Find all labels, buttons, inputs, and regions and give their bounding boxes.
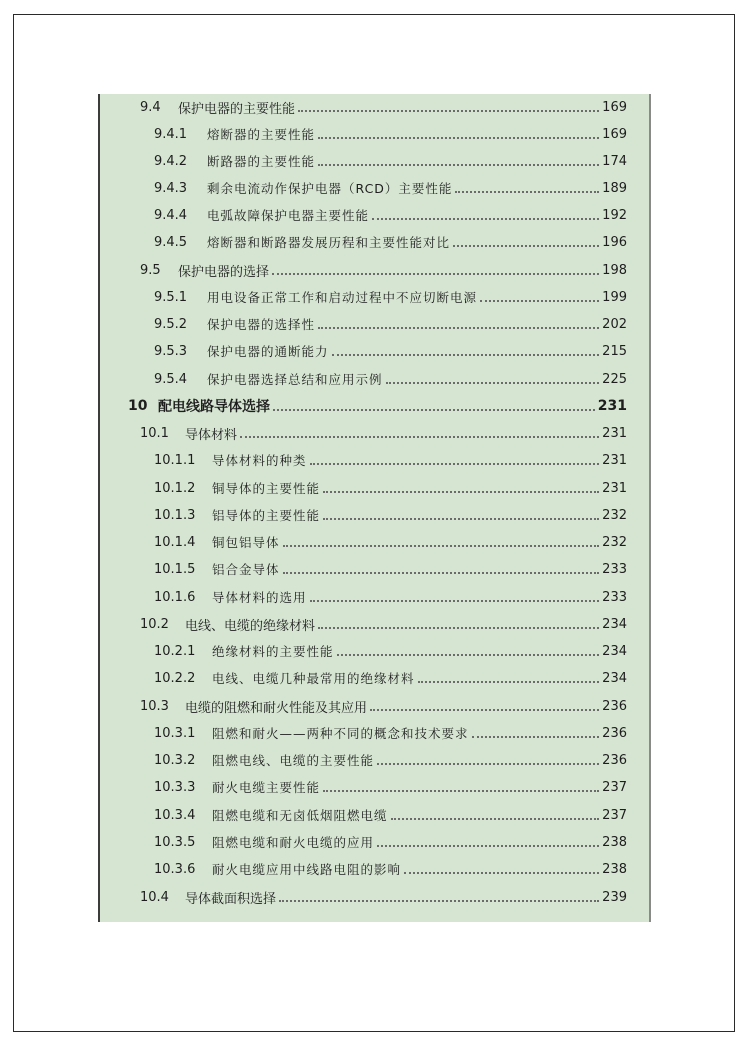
- toc-entry-10-1-3[interactable]: [154, 502, 627, 528]
- dot-leader: [310, 462, 600, 465]
- dot-leader: [298, 109, 599, 112]
- toc-entry-number: 10.2.1: [154, 643, 196, 659]
- dot-leader: [323, 490, 599, 493]
- toc-entry-page: 234: [602, 616, 627, 632]
- dot-leader: [272, 272, 599, 275]
- toc-entry-page: 198: [602, 262, 627, 278]
- dot-leader: [386, 381, 600, 384]
- toc-entry-number: 10.3.3: [154, 779, 196, 795]
- dot-leader: [318, 326, 599, 329]
- toc-entry-9-5[interactable]: [140, 257, 627, 283]
- toc-entry-title: 断路器的主要性能: [207, 154, 316, 169]
- toc-entry-10-3-1[interactable]: [154, 720, 627, 746]
- toc-entry-title: 耐火电缆应用中线路电阻的影响: [212, 862, 402, 877]
- toc-entry-number: 10.3: [140, 698, 169, 714]
- dot-leader: [323, 789, 599, 792]
- toc-entry-number: 10.3.1: [154, 725, 196, 741]
- toc-entry-number: 9.4: [140, 99, 161, 115]
- toc-entry-page: 231: [602, 480, 627, 496]
- toc-entry-page: 236: [602, 752, 627, 768]
- toc-entry-number: 10.2: [140, 616, 169, 632]
- dot-leader: [404, 871, 599, 874]
- toc-entry-title: 导体材料: [185, 427, 238, 443]
- toc-entry-10-3[interactable]: [140, 693, 627, 719]
- toc-entry-page: 231: [602, 452, 627, 468]
- toc-entry-9-4-3[interactable]: [154, 175, 627, 201]
- dot-leader: [372, 217, 599, 220]
- toc-entry-page: 231: [602, 425, 627, 441]
- toc-entry-10-1-6[interactable]: [154, 584, 627, 610]
- dot-leader: [310, 599, 600, 602]
- toc-chapter-10[interactable]: [128, 393, 627, 419]
- toc-entry-page: 233: [602, 589, 627, 605]
- toc-entry-page: 237: [602, 807, 627, 823]
- toc-entry-title: 配电线路导体选择: [158, 399, 270, 415]
- toc-entry-page: 202: [602, 316, 627, 332]
- toc-entry-page: 233: [602, 561, 627, 577]
- toc-entry-title: 铝导体的主要性能: [212, 508, 321, 523]
- toc-entry-title: 阻燃电缆和耐火电缆的应用: [212, 835, 375, 850]
- toc-entry-10-1-5[interactable]: [154, 556, 627, 582]
- toc-entry-title: 电线、电缆的绝缘材料: [185, 618, 316, 634]
- toc-entry-page: 169: [602, 126, 627, 142]
- toc-entry-title: 阻燃和耐火——两种不同的概念和技术要求: [212, 726, 469, 741]
- toc-entry-title: 铝合金导体: [212, 562, 280, 577]
- toc-entry-title: 用电设备正常工作和启动过程中不应切断电源: [207, 290, 478, 305]
- dot-leader: [323, 517, 599, 520]
- toc-entry-number: 10.1.6: [154, 589, 196, 605]
- dot-leader: [283, 571, 600, 574]
- dot-leader: [318, 136, 599, 139]
- toc-entry-number: 10.3.6: [154, 861, 196, 877]
- toc-entry-number: 9.5.1: [154, 289, 188, 305]
- toc-panel: [98, 94, 651, 922]
- toc-entry-10-3-5[interactable]: [154, 829, 627, 855]
- toc-entry-10-4[interactable]: [140, 884, 627, 910]
- toc-entry-title: 电缆的阻燃和耐火性能及其应用: [185, 700, 368, 716]
- dot-leader: [377, 762, 599, 765]
- toc-entry-title: 电弧故障保护电器主要性能: [207, 208, 370, 223]
- toc-entry-number: 10.1: [140, 425, 169, 441]
- toc-entry-page: 225: [602, 371, 627, 387]
- toc-entry-page: 174: [602, 153, 627, 169]
- dot-leader: [480, 299, 599, 302]
- toc-entry-9-4-4[interactable]: [154, 202, 627, 228]
- toc-entry-page: 189: [602, 180, 627, 196]
- dot-leader: [337, 653, 600, 656]
- toc-entry-title: 熔断器和断路器发展历程和主要性能对比: [207, 235, 451, 250]
- toc-entry-page: 199: [602, 289, 627, 305]
- toc-entry-title: 熔断器的主要性能: [207, 127, 316, 142]
- dot-leader: [418, 680, 600, 683]
- toc-entry-title: 耐火电缆主要性能: [212, 780, 321, 795]
- toc-entry-number: 10.3.2: [154, 752, 196, 768]
- dot-leader: [391, 817, 600, 820]
- toc-entry-page: 231: [597, 398, 627, 414]
- toc-entry-number: 9.4.4: [154, 207, 188, 223]
- toc-entry-page: 238: [602, 861, 627, 877]
- toc-entry-number: 10.4: [140, 889, 169, 905]
- toc-entry-title: 导体截面积选择: [185, 891, 277, 907]
- toc-entry-number: 9.5.4: [154, 371, 188, 387]
- dot-leader: [318, 163, 599, 166]
- toc-entry-page: 239: [602, 889, 627, 905]
- toc-entry-10-3-6[interactable]: [154, 856, 627, 882]
- toc-entry-number: 9.4.5: [154, 234, 188, 250]
- dot-leader: [318, 626, 599, 629]
- dot-leader: [370, 708, 599, 711]
- toc-entry-10-3-4[interactable]: [154, 802, 627, 828]
- toc-entry-number: 10: [128, 398, 148, 414]
- toc-entry-number: 10.3.5: [154, 834, 196, 850]
- toc-entry-title: 保护电器的主要性能: [178, 101, 296, 117]
- toc-entry-9-5-4[interactable]: [154, 366, 627, 392]
- toc-entry-number: 9.4.1: [154, 126, 188, 142]
- dot-leader: [332, 353, 600, 356]
- toc-entry-number: 10.3.4: [154, 807, 196, 823]
- toc-entry-10-1-2[interactable]: [154, 475, 627, 501]
- toc-entry-10-1[interactable]: [140, 420, 627, 446]
- toc-entry-title: 保护电器选择总结和应用示例: [207, 372, 383, 387]
- toc-entry-page: 234: [602, 670, 627, 686]
- toc-entry-title: 铜包铝导体: [212, 535, 280, 550]
- dot-leader: [279, 899, 599, 902]
- toc-entry-9-5-3[interactable]: [154, 338, 627, 364]
- dot-leader: [472, 735, 600, 738]
- toc-entry-title: 阻燃电缆和无卤低烟阻燃电缆: [212, 808, 388, 823]
- toc-entry-page: 192: [602, 207, 627, 223]
- toc-entry-title: 保护电器的选择性: [207, 317, 316, 332]
- toc-entry-title: 保护电器的选择: [178, 264, 270, 280]
- dot-leader: [273, 408, 595, 411]
- toc-entry-title: 阻燃电线、电缆的主要性能: [212, 753, 375, 768]
- toc-entry-10-2-1[interactable]: [154, 638, 627, 664]
- toc-entry-number: 10.2.2: [154, 670, 196, 686]
- toc-entry-page: 232: [602, 507, 627, 523]
- toc-entry-number: 10.1.4: [154, 534, 196, 550]
- toc-entry-page: 196: [602, 234, 627, 250]
- dot-leader: [283, 544, 600, 547]
- toc-entry-page: 169: [602, 99, 627, 115]
- toc-entry-number: 9.5.2: [154, 316, 188, 332]
- dot-leader: [240, 435, 599, 438]
- toc-entry-title: 绝缘材料的主要性能: [212, 644, 334, 659]
- toc-entry-page: 232: [602, 534, 627, 550]
- toc-entry-page: 215: [602, 343, 627, 359]
- toc-entry-9-4-1[interactable]: [154, 121, 627, 147]
- toc-entry-number: 9.4.3: [154, 180, 188, 196]
- toc-entry-10-2-2[interactable]: [154, 665, 627, 691]
- toc-entry-page: 236: [602, 725, 627, 741]
- toc-entry-number: 9.4.2: [154, 153, 188, 169]
- toc-entry-10-2[interactable]: [140, 611, 627, 637]
- toc-entry-number: 9.5: [140, 262, 161, 278]
- toc-entry-9-4-2[interactable]: [154, 148, 627, 174]
- dot-leader: [377, 844, 599, 847]
- toc-entry-title: 电线、电缆几种最常用的绝缘材料: [212, 671, 415, 686]
- toc-entry-page: 236: [602, 698, 627, 714]
- toc-entry-9-5-2[interactable]: [154, 311, 627, 337]
- toc-entry-title: 导体材料的种类: [212, 453, 307, 468]
- toc-entry-10-1-4[interactable]: [154, 529, 627, 555]
- dot-leader: [453, 244, 599, 247]
- toc-entry-number: 10.1.5: [154, 561, 196, 577]
- toc-entry-page: 237: [602, 779, 627, 795]
- toc-entry-page: 238: [602, 834, 627, 850]
- toc-entry-title: 导体材料的选用: [212, 590, 307, 605]
- toc-entry-title: 剩余电流动作保护电器（RCD）主要性能: [207, 181, 453, 196]
- toc-entry-number: 9.5.3: [154, 343, 188, 359]
- toc-entry-number: 10.1.3: [154, 507, 196, 523]
- toc-entry-9-4[interactable]: [140, 94, 627, 120]
- toc-entry-9-4-5[interactable]: [154, 229, 627, 255]
- dot-leader: [455, 190, 599, 193]
- toc-entry-number: 10.1.1: [154, 452, 196, 468]
- toc-entry-title: 保护电器的通断能力: [207, 344, 329, 359]
- toc-entry-9-5-1[interactable]: [154, 284, 627, 310]
- toc-entry-title: 铜导体的主要性能: [212, 481, 321, 496]
- toc-entry-page: 234: [602, 643, 627, 659]
- toc-entry-10-3-2[interactable]: [154, 747, 627, 773]
- toc-entry-10-3-3[interactable]: [154, 774, 627, 800]
- toc-entry-number: 10.1.2: [154, 480, 196, 496]
- toc-entry-10-1-1[interactable]: [154, 447, 627, 473]
